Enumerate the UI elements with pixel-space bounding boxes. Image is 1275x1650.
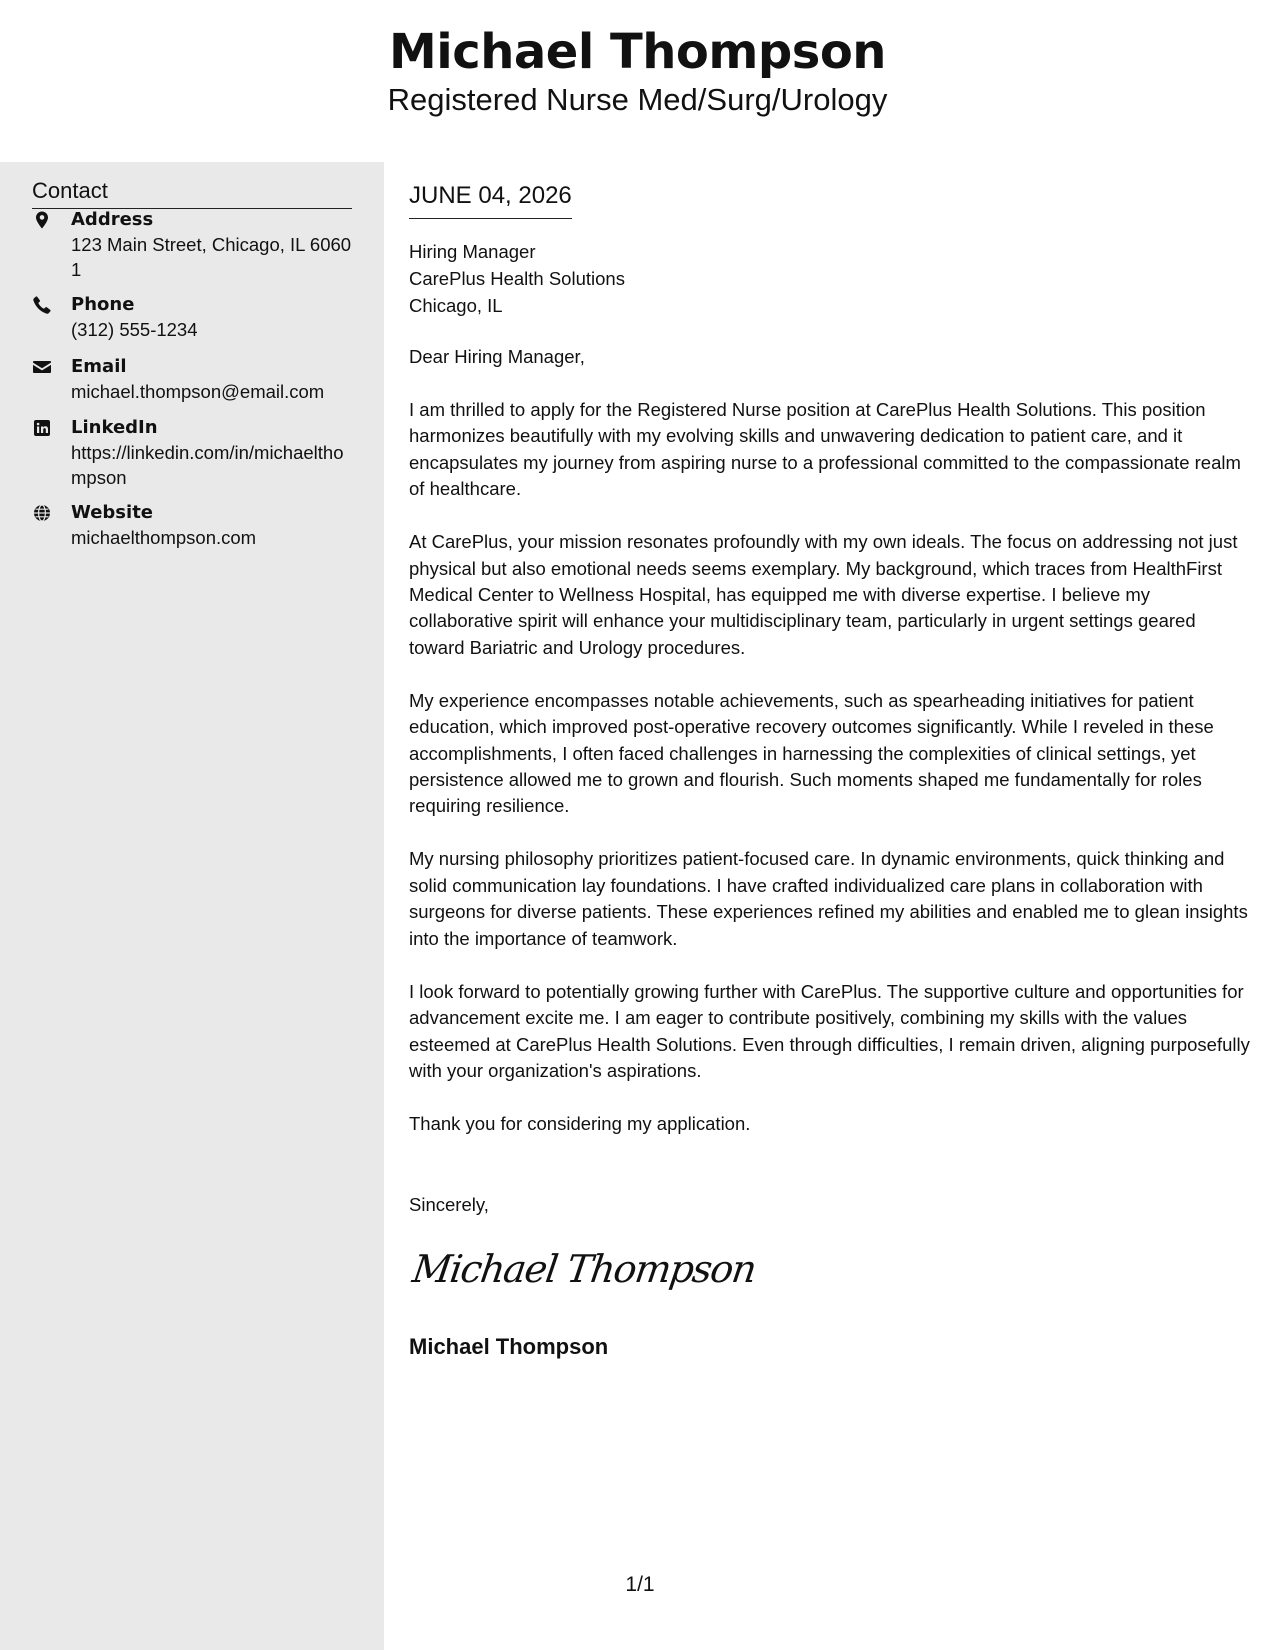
letter-closing: Sincerely, [409,1194,489,1215]
recipient-line: Hiring Manager [409,241,536,262]
linkedin-icon [32,418,52,438]
applicant-name: Michael Thompson [389,24,886,80]
contact-value: https://linkedin.com/in/michaelthompson [71,442,344,488]
letter-date: JUNE 04, 2026 [409,180,572,219]
salutation: Dear Hiring Manager, [409,346,585,367]
recipient-line: Chicago, IL [409,295,503,316]
contact-label: Address [71,209,154,230]
body-paragraph: At CarePlus, your mission resonates profoundly with my own ideals. The focus on addressing not just physical but also emotional needs seems exemplary. My background, which traces from HealthFirst Medical Center to Wellness Hospital, has equipped me with diverse expertise. I believe my collaborative spirit will enhance your multidisciplinary team, particularly in urgent settings geared toward Bariatric and Urology procedures. [409,531,1238,658]
letter-header [0,0,1275,162]
contact-heading: Contact [32,176,352,209]
contact-label: Website [71,502,154,523]
contact-value: (312) 555-1234 [71,319,198,340]
page-number: 1/1 [625,1573,655,1596]
contact-value: michaelthompson.com [71,527,257,548]
contact-label: Email [71,356,127,377]
phone-icon [32,295,52,315]
recipient-line: CarePlus Health Solutions [409,268,625,289]
contact-label: LinkedIn [71,417,158,438]
body-paragraph: My experience encompasses notable achievements, such as spearheading initiatives for patient education, which improved post-operative recovery outcomes significantly. While I reveled in these accomplishments, I often faced challenges in harnessing the complexities of clinical settings, yet persistence allowed me to grown and flourish. Such moments shaped me fundamentally for roles requiring resilience. [409,689,1214,817]
contact-value: michael.thompson@email.com [71,381,325,402]
recipient-block [409,238,625,319]
body-paragraph: Thank you for considering my application. [409,1112,751,1134]
letter-text [409,344,1254,1164]
signer-name: Michael Thompson [409,1334,609,1359]
contact-value: 123 Main Street, Chicago, IL 60601 [71,234,352,280]
applicant-title: Registered Nurse Med/Surg/Urology [387,82,888,117]
body-paragraph: I look forward to potentially growing further with CarePlus. The supportive culture and opportunities for advancement excite me. I am eager to contribute positively, combining my skills with the values esteemed at CarePlus Health Solutions. Even through difficulties, I remain driven, aligning purposefully with your organization's aspirations. [409,980,1250,1081]
contact-label: Phone [71,294,135,315]
globe-icon [32,503,52,523]
handwritten-signature: Michael Thompson [409,1247,759,1291]
contact-sidebar [0,162,384,1650]
body-paragraph: My nursing philosophy prioritizes patient-focused care. In dynamic environments, quick thinking and solid communication lay foundations. I have crafted individualized care plans in collaboration with surgeons for diverse patients. These experiences refined my abilities and enabled me to glean insights into the importance of teamwork. [409,848,1248,949]
envelope-icon [32,357,52,377]
map-pin-icon [32,210,52,230]
body-paragraph: I am thrilled to apply for the Registered Nurse position at CarePlus Health Solutions. This position harmonizes beautifully with my evolving skills and unwavering dedication to patient care, and it encapsulates my journey from aspiring nurse to a professional committed to the compassionate realm of healthcare. [409,399,1241,500]
